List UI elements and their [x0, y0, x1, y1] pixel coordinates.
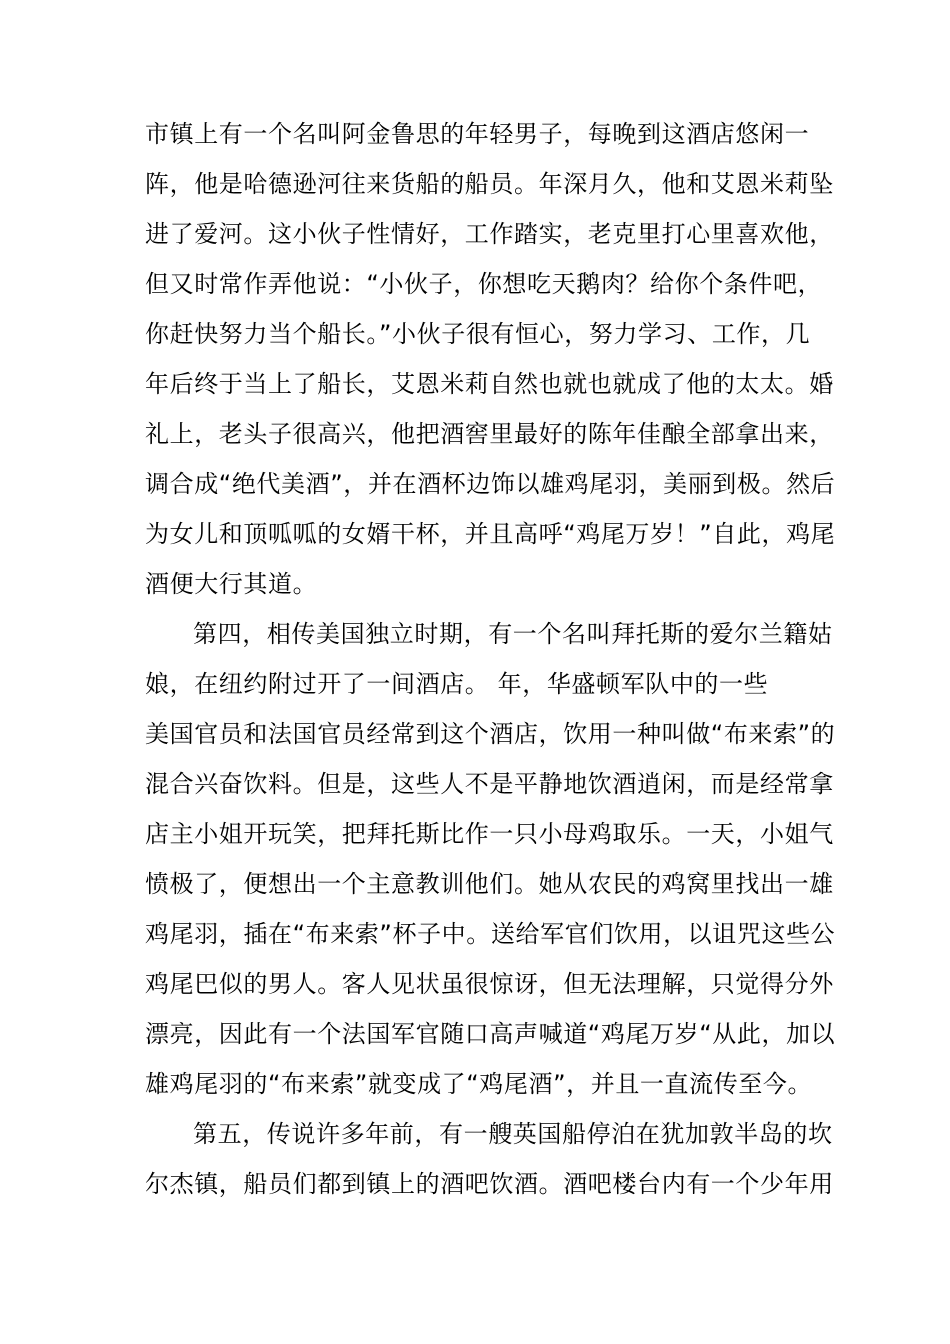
text-line: 为女儿和顶呱呱的女婿干杯，并且高呼“鸡尾万岁！”自此，鸡尾	[145, 520, 836, 548]
text-line: 鸡尾羽，插在“布来索”杯子中。送给军官们饮用，以诅咒这些公	[145, 920, 836, 948]
text-line: 雄鸡尾羽的“布来索”就变成了“鸡尾酒”，并且一直流传至今。	[145, 1070, 813, 1098]
text-line: 礼上，老头子很高兴，他把酒窖里最好的陈年佳酿全部拿出来，	[145, 420, 834, 448]
text-line: 愤极了，便想出一个主意教训他们。她从农民的鸡窝里找出一雄	[145, 870, 834, 898]
text-line: 混合兴奋饮料。但是，这些人不是平静地饮酒逍闲，而是经常拿	[145, 770, 834, 798]
text-line: 进了爱河。这小伙子性情好，工作踏实，老克里打心里喜欢他，	[145, 220, 834, 248]
text-line: 年后终于当上了船长，艾恩米莉自然也就也就成了他的太太。婚	[145, 370, 834, 398]
paragraph-first-line: 第四，相传美国独立时期，有一个名叫拜托斯的爱尔兰籍姑	[193, 620, 833, 648]
text-line: 美国官员和法国官员经常到这个酒店，饮用一种叫做“布来索”的	[145, 720, 836, 748]
text-line: 酒便大行其道。	[145, 570, 318, 598]
paragraph-first-line: 第五，传说许多年前，有一艘英国船停泊在犹加敦半岛的坎	[193, 1120, 833, 1148]
text-line: 娘，在纽约附过开了一间酒店。 年，华盛顿军队中的一些	[145, 670, 769, 698]
text-line: 漂亮，因此有一个法国军官随口高声喊道“鸡尾万岁“从此，加以	[145, 1020, 836, 1048]
text-line: 你赶快努力当个船长。”小伙子很有恒心，努力学习、工作，几	[145, 320, 811, 348]
text-line: 调合成“绝代美酒”，并在酒杯边饰以雄鸡尾羽，美丽到极。然后	[145, 470, 836, 498]
text-line: 阵，他是哈德逊河往来货船的船员。年深月久，他和艾恩米莉坠	[145, 170, 834, 198]
text-line: 店主小姐开玩笑，把拜托斯比作一只小母鸡取乐。一天，小姐气	[145, 820, 834, 848]
text-line: 市镇上有一个名叫阿金鲁思的年轻男子，每晚到这酒店悠闲一	[145, 120, 810, 148]
text-line: 尔杰镇，船员们都到镇上的酒吧饮酒。酒吧楼台内有一个少年用	[145, 1170, 834, 1198]
text-line: 鸡尾巴似的男人。客人见状虽很惊讶，但无法理解，只觉得分外	[145, 970, 834, 998]
text-line: 但又时常作弄他说：“小伙子，你想吃天鹅肉？给你个条件吧，	[145, 270, 823, 298]
